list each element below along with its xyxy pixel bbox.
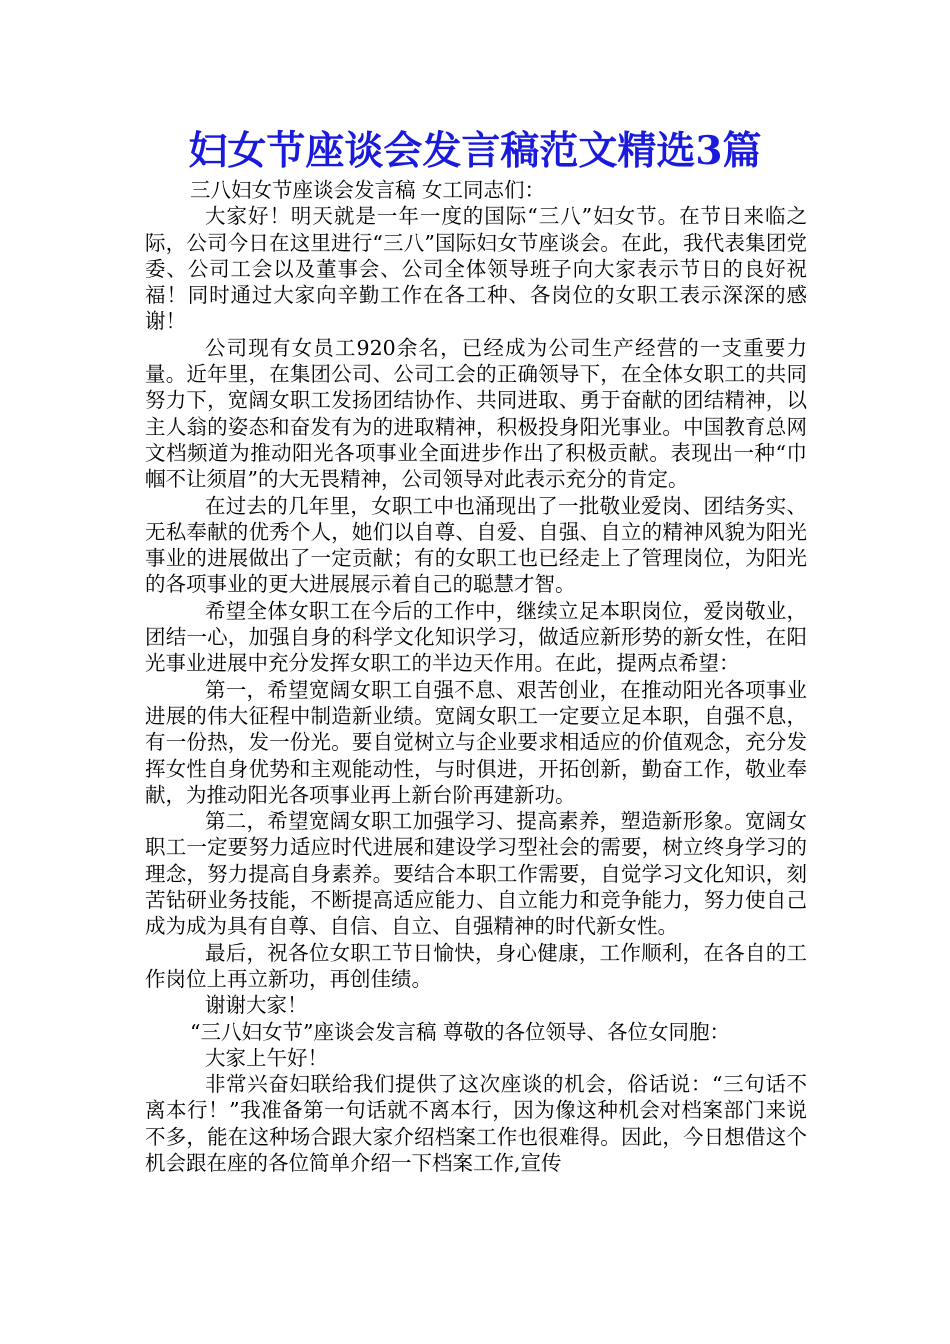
paragraph-past-years: 在过去的几年里，女职工中也涌现出了一批敬业爱岗、团结务实、无私奉献的优秀个人，她们以自尊、自爱、自强、自立的精神风貌为阳光事业的进展做出了一定贡献；有的女职工也已经走上了管理岗位，为阳光的各项事业的更大进展展示着自己的聪慧才智。: [145, 493, 807, 597]
paragraph-archives-intro: 非常兴奋妇联给我们提供了这次座谈的机会，俗话说：“三句话不离本行！”我准备第一句话就不离本行，因为像这种机会对档案部门来说不多，能在这种场合跟大家介绍档案工作也很难得。因此，今日想借这个机会跟在座的各位简单介绍一下档案工作,宣传: [145, 1072, 807, 1175]
paragraph-second-hope: 第二，希望宽阔女职工加强学习、提高素养，塑造新形象。宽阔女职工一定要努力适应时代进展和建设学习型社会的需要，树立终身学习的理念，努力提高自身素养。要结合本职工作需要，自觉学习文化知识，刻苦钻研业务技能，不断提高适应能力、自立能力和竞争能力，努力使自己成为成为具有自尊、自信、自立、自强精神的时代新女性。: [145, 809, 807, 939]
paragraph-speech-2-heading: “三八妇女节”座谈会发言稿 尊敬的各位领导、各位女同胞：: [190, 1019, 730, 1044]
paragraph-speech-1-heading: 三八妇女节座谈会发言稿 女工同志们：: [190, 178, 546, 202]
paragraph-closing-wishes: 最后，祝各位女职工节日愉快，身心健康，工作顺利，在各自的工作岗位上再立新功，再创佳绩。: [145, 940, 807, 991]
paragraph-hopes: 希望全体女职工在今后的工作中，继续立足本职岗位，爱岗敬业，团结一心，加强自身的科学文化知识学习，做适应新形势的新女性，在阳光事业进展中充分发挥女职工的半边天作用。在此，提两点希望：: [145, 598, 807, 676]
document-body: [145, 177, 807, 1176]
paragraph-thanks: 谢谢大家！: [205, 993, 308, 1018]
paragraph-workforce: 公司现有女员工920余名，已经成为公司生产经营的一支重要力量。近年里，在集团公司、公司工会的正确领导下，在全体女职工的共同努力下，宽阔女职工发扬团结协作、共同进取、勇于奋献的团结精神，以主人翁的姿态和奋发有为的进取精神，积极投身阳光事业。中国教育总网文档频道为推动阳光各项事业全面进步作出了积极贡献。表现出一种“巾帼不让须眉”的大无畏精神，公司领导对此表示充分的肯定。: [145, 335, 807, 492]
paragraph-greeting: 大家好！明天就是一年一度的国际“三八”妇女节。在节日来临之际，公司今日在这里进行“三八”国际妇女节座谈会。在此，我代表集团党委、公司工会以及董事会、公司全体领导班子向大家表示节日的良好祝福！同时通过大家向辛勤工作在各工种、各岗位的女职工表示深深的感谢！: [145, 204, 807, 334]
paragraph-first-hope: 第一，希望宽阔女职工自强不息、艰苦创业，在推动阳光各项事业进展的伟大征程中制造新业绩。宽阔女职工一定要立足本职，自强不息，有一份热，发一份光。要自觉树立与企业要求相适应的价值观念，充分发挥女性自身优势和主观能动性，与时俱进，开拓创新，勤奋工作，敬业奉献，为推动阳光各项事业再上新台阶再建新功。: [145, 677, 807, 807]
paragraph-morning-greeting: 大家上午好！: [205, 1045, 328, 1070]
document-title: 妇女节座谈会发言稿范文精选3篇: [188, 128, 762, 174]
